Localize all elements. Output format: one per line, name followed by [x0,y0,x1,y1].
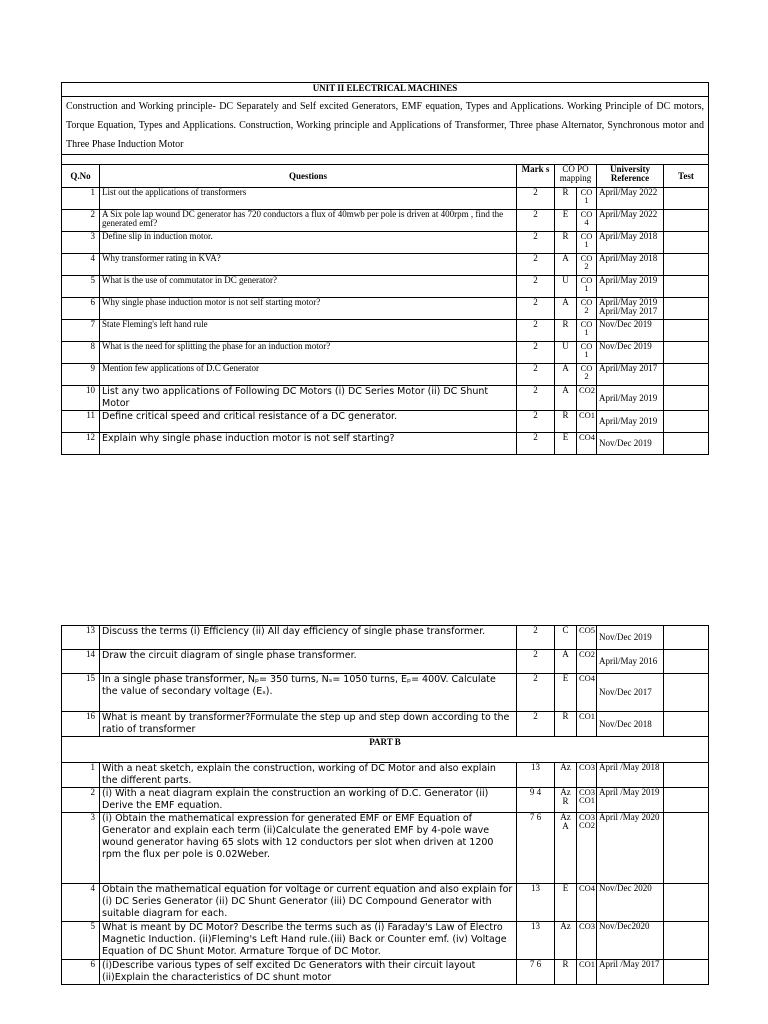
question-text: Draw the circuit diagram of single phase transformer. [100,650,517,674]
university-reference: April /May 2018 [597,763,664,788]
table-row [62,433,709,455]
bloom-level: A [555,650,577,674]
co-mapping: CO 2 [577,364,597,386]
table-row [62,342,709,364]
question-number: 1 [62,763,100,788]
bloom-level: R [555,411,577,433]
part-b-title: PART B [62,737,709,763]
co-mapping: CO3 [577,922,597,960]
question-text: What is the use of commutator in DC generator? [100,276,517,298]
co-mapping: CO 1 [577,320,597,342]
header-questions: Questions [100,165,517,188]
question-text: List out the applications of transformers [100,188,517,210]
bloom-level: A [555,364,577,386]
co-mapping: CO1 [577,712,597,737]
question-text: (i) Obtain the mathematical expression for generated EMF or EMF Equation of Generator and explain each term (ii)Calculate the generated EMF by 4-pole wave wound generator having 65 slots with 12 conductors per slot when driven at 1200 rpm the flux per pole is 0.02Weber. [100,813,517,884]
bloom-level: R [555,232,577,254]
marks-value: 7 6 [517,813,555,884]
marks-value: 2 [517,433,555,455]
bloom-level: U [555,276,577,298]
marks-value: 2 [517,626,555,650]
test-cell [664,342,709,364]
question-number: 5 [62,276,100,298]
question-text: What is meant by transformer?Formulate the step up and step down according to the ratio of transformer [100,712,517,737]
test-cell [664,386,709,411]
question-text: (i) With a neat diagram explain the construction an working of D.C. Generator (ii) Derive the EMF equation. [100,788,517,813]
table-row [62,411,709,433]
table-row [62,364,709,386]
question-number: 8 [62,342,100,364]
question-text: With a neat sketch, explain the construction, working of DC Motor and also explain the different parts. [100,763,517,788]
university-reference: April/May 2019 [597,411,664,433]
marks-value: 2 [517,342,555,364]
table-row [62,386,709,411]
co-mapping: CO2 [577,386,597,411]
university-reference: April /May 2020 [597,813,664,884]
marks-value: 2 [517,298,555,320]
co-mapping: CO3 [577,763,597,788]
question-text: What is meant by DC Motor? Describe the terms such as (i) Faraday's Law of Electro Magnetic Induction. (ii)Fleming's Left Hand rule.(iii) Back or Counter emf. (iv) Voltage Equation of DC Shunt Motor. Armature Torque of DC Motor. [100,922,517,960]
co-mapping: CO 1 [577,188,597,210]
table-row [62,188,709,210]
question-number: 15 [62,674,100,712]
test-cell [664,763,709,788]
co-mapping: CO1 [577,960,597,985]
university-reference: April/May 2018 [597,232,664,254]
table-row [62,712,709,737]
university-reference: Nov/Dec 2017 [597,674,664,712]
table-row [62,320,709,342]
question-number: 7 [62,320,100,342]
bloom-level: Az [555,922,577,960]
table-row [62,650,709,674]
part-a-rows [62,188,709,455]
university-reference: Nov/Dec 2019 [597,342,664,364]
question-number: 13 [62,626,100,650]
marks-value: 2 [517,232,555,254]
university-reference: April/May 2022 [597,188,664,210]
question-text: Explain why single phase induction motor is not self starting? [100,433,517,455]
question-text: Mention few applications of D.C Generator [100,364,517,386]
question-text: (i)Describe various types of self excited Dc Generators with their circuit layout (ii)Explain the characteristics of DC shunt motor [100,960,517,985]
table-row [62,674,709,712]
question-number: 5 [62,922,100,960]
test-cell [664,922,709,960]
question-text: What is the need for splitting the phase for an induction motor? [100,342,517,364]
marks-value: 2 [517,320,555,342]
question-number: 6 [62,960,100,985]
question-number: 3 [62,232,100,254]
table-row [62,232,709,254]
question-text: Why transformer rating in KVA? [100,254,517,276]
question-text: Obtain the mathematical equation for voltage or current equation and also explain for (i) DC Series Generator (ii) DC Shunt Generator (iii) DC Compound Generator with suitable diagram for each. [100,884,517,922]
question-text: List any two applications of Following DC Motors (i) DC Series Motor (ii) DC Shunt Motor [100,386,517,411]
table-row [62,276,709,298]
header-qno: Q.No [62,165,100,188]
test-cell [664,712,709,737]
university-reference: Nov/Dec 2019 [597,626,664,650]
question-text: A Six pole lap wound DC generator has 720 conductors a flux of 40mwb per pole is driven at 400rpm , find the generated emf? [100,210,517,232]
table-row [62,626,709,650]
co-mapping: CO4 [577,433,597,455]
university-reference: Nov/Dec 2020 [597,884,664,922]
table-row [62,884,709,922]
question-number: 2 [62,788,100,813]
co-mapping: CO1 [577,411,597,433]
syllabus-text: Construction and Working principle- DC Separately and Self excited Generators, EMF equation, Types and Applications. Working Principle of DC motors, Torque Equation, Types and Applications. Construction, Working principle and Applications of Transformer, Three phase Alternator, Synchronous motor and Three Phase Induction Motor [62,97,709,155]
table-row [62,763,709,788]
university-reference: Nov/Dec2020 [597,922,664,960]
co-mapping: CO 2 [577,298,597,320]
question-number: 14 [62,650,100,674]
table-row [62,813,709,884]
question-text: In a single phase transformer, Nₚ= 350 turns, Nₛ= 1050 turns, Eₚ= 400V. Calculate the value of secondary voltage (Eₛ). [100,674,517,712]
question-number: 10 [62,386,100,411]
university-reference: April/May 2016 [597,650,664,674]
marks-value: 2 [517,276,555,298]
university-reference: Nov/Dec 2018 [597,712,664,737]
bloom-level: A [555,254,577,276]
table-row [62,254,709,276]
university-reference: April /May 2019 [597,788,664,813]
part-b-rows [62,763,709,985]
marks-value: 2 [517,386,555,411]
question-table-part-a [61,82,709,455]
marks-value: 13 [517,884,555,922]
university-reference: April/May 2022 [597,210,664,232]
marks-value: 13 [517,763,555,788]
question-table-part-b [61,625,709,985]
marks-value: 2 [517,650,555,674]
question-text: Define critical speed and critical resistance of a DC generator. [100,411,517,433]
table-row [62,960,709,985]
marks-value: 2 [517,411,555,433]
co-mapping: CO4 [577,884,597,922]
marks-value: 9 4 [517,788,555,813]
test-cell [664,320,709,342]
test-cell [664,210,709,232]
test-cell [664,626,709,650]
test-cell [664,188,709,210]
co-mapping: CO4 [577,674,597,712]
marks-value: 2 [517,254,555,276]
table-row [62,210,709,232]
question-number: 4 [62,254,100,276]
marks-value: 7 6 [517,960,555,985]
header-test: Test [664,165,709,188]
bloom-level: Az A [555,813,577,884]
bloom-level: E [555,433,577,455]
test-cell [664,884,709,922]
test-cell [664,364,709,386]
university-reference: April /May 2017 [597,960,664,985]
university-reference: Nov/Dec 2019 [597,433,664,455]
university-reference: Nov/Dec 2019 [597,320,664,342]
question-number: 11 [62,411,100,433]
test-cell [664,960,709,985]
question-number: 3 [62,813,100,884]
university-reference: April/May 2019 April/May 2017 [597,298,664,320]
question-number: 1 [62,188,100,210]
question-number: 6 [62,298,100,320]
bloom-level: R [555,960,577,985]
bloom-level: A [555,386,577,411]
table-row [62,922,709,960]
bloom-level: E [555,210,577,232]
header-marks: Mark s [517,165,555,188]
test-cell [664,674,709,712]
university-reference: April/May 2019 [597,386,664,411]
unit-title: UNIT II ELECTRICAL MACHINES [62,83,709,97]
question-text: Discuss the terms (i) Efficiency (ii) All day efficiency of single phase transformer. [100,626,517,650]
test-cell [664,298,709,320]
co-mapping: CO 1 [577,276,597,298]
bloom-level: Az [555,763,577,788]
marks-value: 2 [517,210,555,232]
question-text: Define slip in induction motor. [100,232,517,254]
test-cell [664,411,709,433]
marks-value: 2 [517,712,555,737]
test-cell [664,232,709,254]
bloom-level: A [555,298,577,320]
bloom-level: E [555,674,577,712]
spacer-row [62,155,709,165]
table-row [62,298,709,320]
marks-value: 2 [517,364,555,386]
co-mapping: CO 4 [577,210,597,232]
question-number: 4 [62,884,100,922]
header-reference: University Reference [597,165,664,188]
co-mapping: CO 2 [577,254,597,276]
question-number: 16 [62,712,100,737]
bloom-level: R [555,188,577,210]
bloom-level: E [555,884,577,922]
test-cell [664,788,709,813]
bloom-level: Az R [555,788,577,813]
question-text: Why single phase induction motor is not self starting motor? [100,298,517,320]
table-row [62,788,709,813]
co-mapping: CO3 CO2 [577,813,597,884]
bloom-level: R [555,320,577,342]
university-reference: April/May 2019 [597,276,664,298]
test-cell [664,813,709,884]
marks-value: 13 [517,922,555,960]
bloom-level: R [555,712,577,737]
question-number: 2 [62,210,100,232]
university-reference: April/May 2018 [597,254,664,276]
marks-value: 2 [517,674,555,712]
test-cell [664,254,709,276]
test-cell [664,433,709,455]
question-number: 9 [62,364,100,386]
co-mapping: CO 1 [577,342,597,364]
part-a-continued-rows [62,626,709,737]
co-mapping: CO 1 [577,232,597,254]
bloom-level: U [555,342,577,364]
co-mapping: CO5 [577,626,597,650]
question-number: 12 [62,433,100,455]
question-text: State Fleming's left hand rule [100,320,517,342]
university-reference: April/May 2017 [597,364,664,386]
bloom-level: C [555,626,577,650]
header-copo: CO PO mapping [555,165,597,188]
co-mapping: CO3 CO1 [577,788,597,813]
test-cell [664,650,709,674]
marks-value: 2 [517,188,555,210]
test-cell [664,276,709,298]
co-mapping: CO2 [577,650,597,674]
